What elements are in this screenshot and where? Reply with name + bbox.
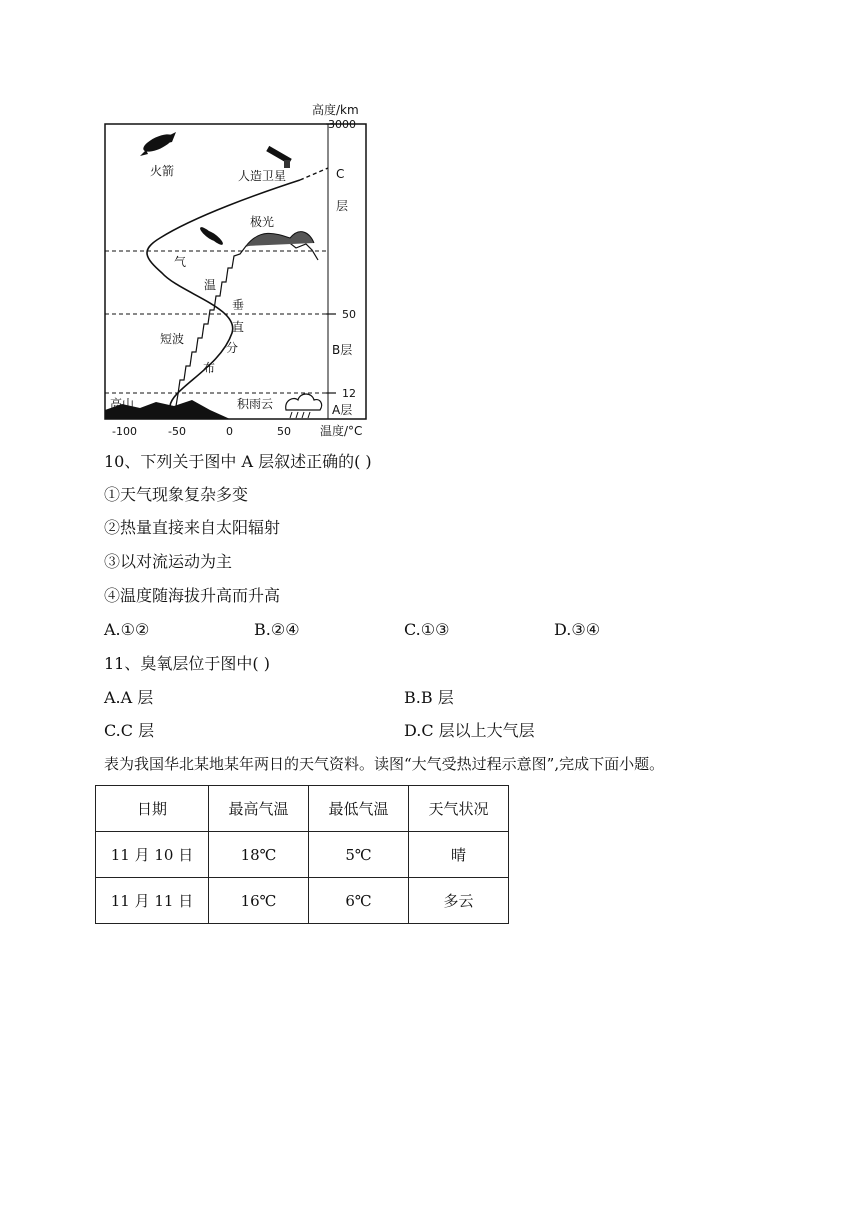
cell-weather: 晴: [409, 832, 509, 878]
rocket-icon: [140, 131, 176, 156]
y-tick-3000: 3000: [328, 118, 356, 131]
weather-table: [95, 785, 509, 924]
mountain-label: 高山: [110, 397, 135, 411]
cloud-label: 积雨云: [237, 397, 274, 411]
curve-char-4: 直: [232, 320, 245, 334]
table-row: [96, 832, 509, 878]
x-tick-50: 50: [277, 425, 291, 438]
y-tick-50: 50: [342, 308, 356, 321]
cell-date: 11 月 10 日: [96, 832, 209, 878]
temperature-curve-dashed: [300, 168, 328, 180]
q10-statement-3: ③以对流运动为主: [104, 552, 233, 571]
header-min-temp: 最低气温: [309, 786, 409, 832]
q10-option-c[interactable]: C.①③: [404, 620, 450, 639]
shortwave-label: 短波: [160, 332, 185, 346]
q10-statement-4: ④温度随海拔升高而升高: [104, 586, 281, 605]
cell-max-temp: 16℃: [209, 878, 309, 924]
q11-option-c[interactable]: C.C 层: [104, 721, 155, 740]
layer-c-char: 层: [336, 199, 349, 213]
cell-max-temp: 18℃: [209, 832, 309, 878]
cell-date: 11 月 11 日: [96, 878, 209, 924]
q11-option-b[interactable]: B.B 层: [404, 688, 454, 707]
q11-stem: 11、臭氧层位于图中( ): [104, 654, 270, 673]
q10-statement-2: ②热量直接来自太阳辐射: [104, 518, 281, 537]
aurora-icon: [246, 232, 314, 246]
aurora-label: 极光: [250, 215, 275, 229]
curve-char-5: 分: [226, 341, 239, 355]
meteor-icon: [198, 225, 224, 246]
figure-svg: [100, 98, 390, 443]
curve-char-1: 气: [174, 255, 187, 269]
table-row: [96, 878, 509, 924]
curve-char-3: 垂: [232, 298, 245, 312]
curve-char-6: 布: [203, 361, 216, 375]
x-tick-neg50: -50: [168, 425, 186, 438]
q11-option-a[interactable]: A.A 层: [104, 688, 154, 707]
atmosphere-layers-figure: [100, 98, 390, 443]
x-tick-neg100: -100: [112, 425, 137, 438]
layer-b-label: B层: [332, 343, 353, 357]
header-max-temp: 最高气温: [209, 786, 309, 832]
x-tick-0: 0: [226, 425, 233, 438]
q10-option-a[interactable]: A.①②: [104, 620, 150, 639]
table-intro: 表为我国华北某地某年两日的天气资料。读图“大气受热过程示意图”,完成下面小题。: [104, 755, 665, 773]
cell-min-temp: 6℃: [309, 878, 409, 924]
table-header-row: [96, 786, 509, 832]
temperature-curve: [147, 180, 300, 406]
header-weather: 天气状况: [409, 786, 509, 832]
cell-min-temp: 5℃: [309, 832, 409, 878]
curve-char-2: 温: [204, 278, 217, 292]
satellite-label: 人造卫星: [238, 169, 287, 183]
q10-option-d[interactable]: D.③④: [554, 620, 601, 639]
q10-option-b[interactable]: B.②④: [254, 620, 300, 639]
q10-statement-1: ①天气现象复杂多变: [104, 485, 249, 504]
shortwave-line: [176, 238, 318, 406]
layer-c-letter: C: [336, 167, 345, 181]
satellite-icon: [266, 146, 292, 168]
rocket-label: 火箭: [150, 164, 175, 178]
y-axis-label: 高度/km: [312, 103, 359, 117]
q11-option-d[interactable]: D.C 层以上大气层: [404, 721, 535, 740]
x-axis-label: 温度/°C: [320, 424, 363, 438]
cumulonimbus-icon: [286, 394, 322, 418]
cell-weather: 多云: [409, 878, 509, 924]
y-tick-12: 12: [342, 387, 356, 400]
layer-a-label: A层: [332, 403, 353, 417]
header-date: 日期: [96, 786, 209, 832]
q10-stem: 10、下列关于图中 A 层叙述正确的( ): [104, 452, 372, 471]
